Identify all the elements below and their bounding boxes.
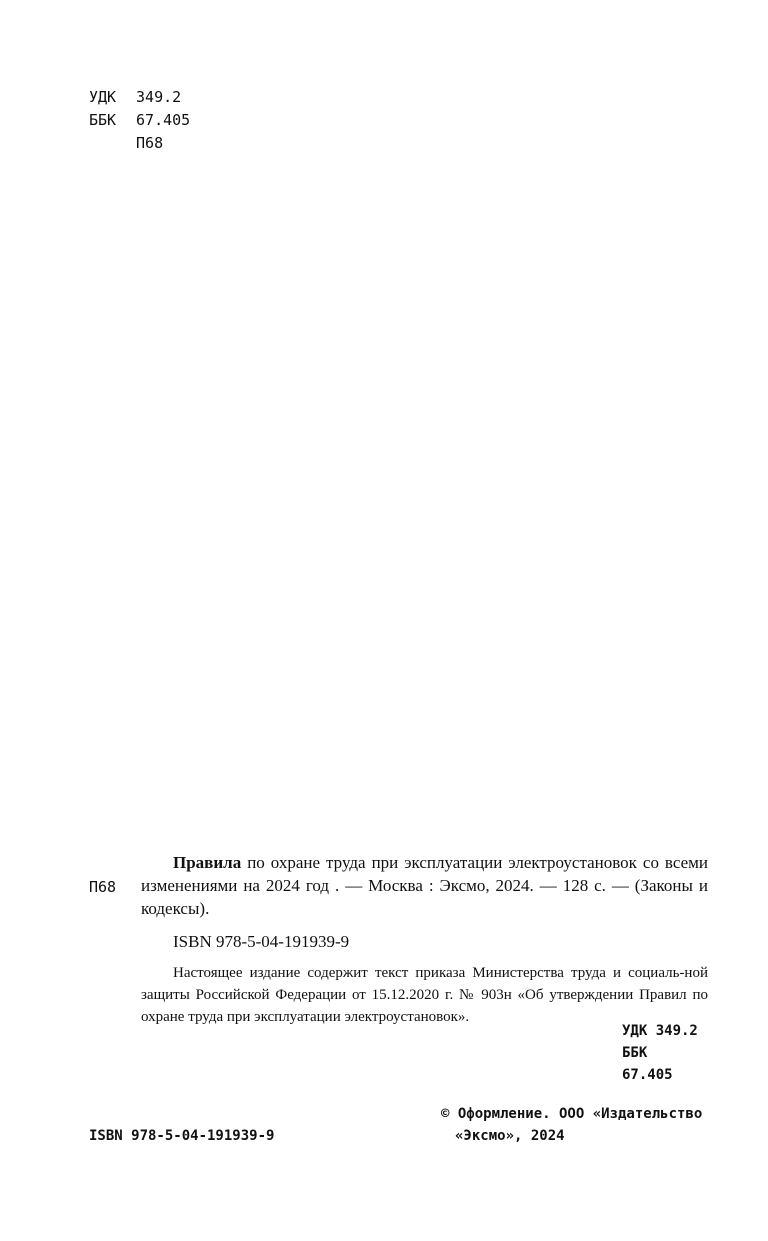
udk-value: 349.2	[136, 88, 182, 106]
classification-top	[89, 86, 190, 155]
record-details: по охране труда при эксплуатации электроустановок со всеми изменениями на 2024 год . — Москва : Эксмо, 2024. — 128 с. — (Законы и кодексы).	[141, 853, 709, 918]
bbk-value: 67.405	[136, 111, 191, 129]
copyright	[441, 1103, 702, 1147]
footer-isbn: ISBN 978-5-04-191939-9	[89, 1128, 275, 1144]
record-bbk: ББК 67.405	[622, 1045, 673, 1083]
udk-row	[89, 86, 190, 109]
copyright-line-1: © Оформление. ООО «Издательство	[441, 1106, 703, 1122]
record-classification	[622, 1020, 706, 1086]
annotation-text: Настоящее издание содержит текст приказа Министерства труда и социаль-ной защиты Российской Федерации от 15.12.2020 г. № 903н «Об утверждении Правил по охране труда при эксплуатации электроустановок».	[141, 965, 708, 1025]
author-mark-row	[89, 132, 190, 155]
bbk-row	[89, 109, 190, 132]
record-isbn: ISBN 978-5-04-191939-9	[173, 932, 350, 951]
udk-label: УДК	[89, 88, 117, 106]
bbk-label: ББК	[89, 111, 117, 129]
copyright-line-2: «Эксмо», 2024	[455, 1128, 565, 1144]
author-mark: П68	[89, 878, 117, 896]
annotation	[141, 962, 708, 1028]
record-title: Правила	[173, 853, 242, 872]
bibliographic-description	[141, 851, 708, 920]
record-udk: УДК 349.2	[622, 1023, 698, 1039]
author-mark-top: П68	[136, 134, 164, 152]
